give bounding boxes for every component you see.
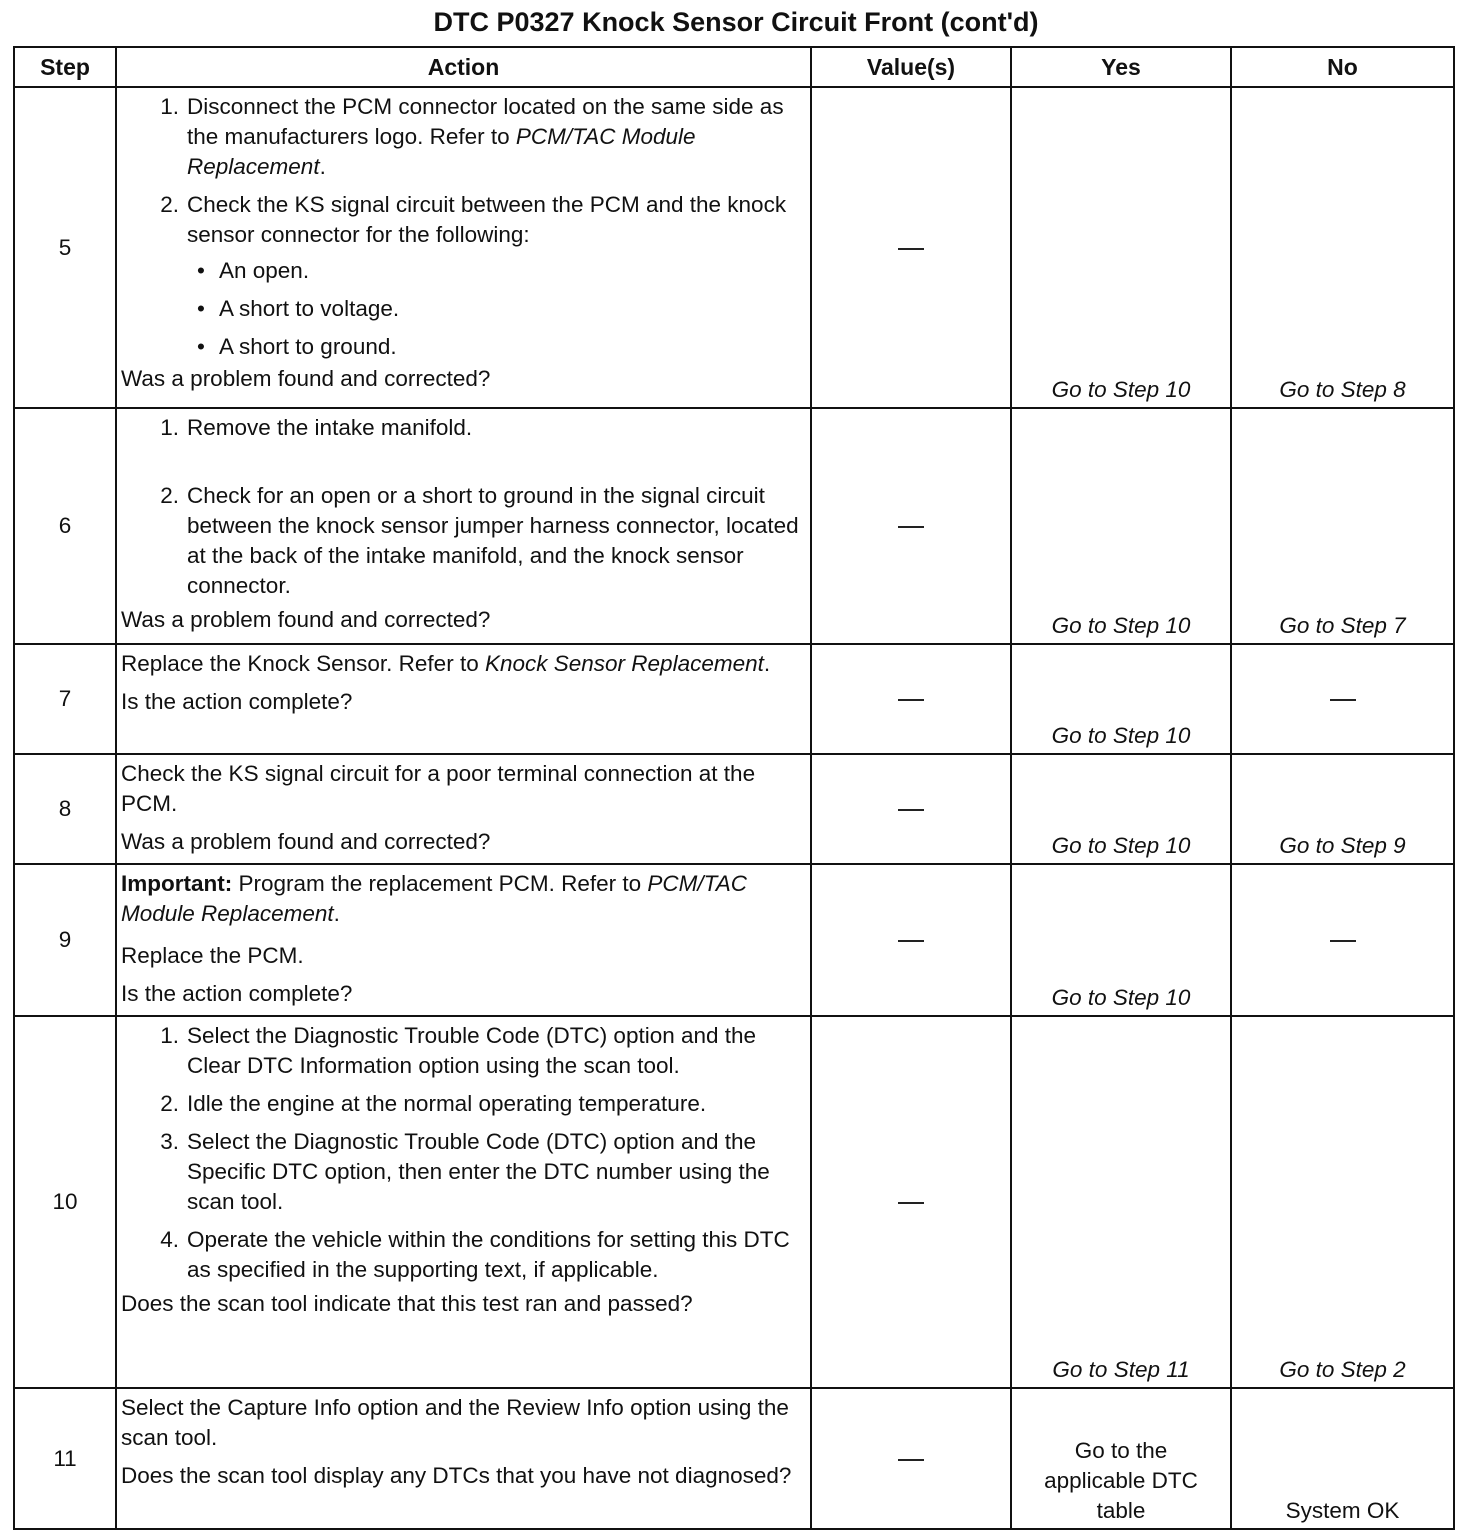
list-item: 2. Check the KS signal circuit between the PCM and the knock sensor connector for the following:: [160, 192, 787, 247]
no-cell[interactable]: Go to Step 7: [1231, 408, 1454, 644]
value-cell: [811, 87, 1011, 408]
table-row: [14, 408, 1454, 644]
diagnostic-table: [13, 46, 1455, 1530]
yes-cell[interactable]: Go to Step 10: [1011, 87, 1231, 408]
reference-link[interactable]: PCM/TAC Module Replacement: [187, 124, 696, 179]
action-cell: [116, 87, 811, 408]
header-values: Value(s): [811, 47, 1011, 87]
value-dash: [1330, 940, 1356, 942]
yes-cell[interactable]: Go to Step 10: [1011, 644, 1231, 754]
action-list: [121, 92, 804, 250]
value-cell: [811, 1016, 1011, 1388]
list-item: 2. Check for an open or a short to ground in the signal circuit between the knock sensor jumper harness connector, located at the back of the intake manifold, and the knock sensor connector.: [160, 483, 799, 598]
table-row: [14, 1388, 1454, 1529]
bullet-item: • A short to voltage.: [197, 296, 400, 321]
condition-list: [121, 256, 804, 362]
step-number: 8: [14, 754, 116, 864]
yes-cell[interactable]: Go to Step 10: [1011, 408, 1231, 644]
action-cell: [116, 408, 811, 644]
header-step: Step: [14, 47, 116, 87]
action-text: Check the KS signal circuit for a poor terminal connection at the PCM.: [121, 761, 756, 816]
step-number: 9: [14, 864, 116, 1016]
action-cell: [116, 1016, 811, 1388]
step-number: 6: [14, 408, 116, 644]
value-cell: [811, 754, 1011, 864]
header-action: Action: [116, 47, 811, 87]
action-cell: [116, 644, 811, 754]
value-dash: [1330, 699, 1356, 701]
action-text: Select the Capture Info option and the Review Info option using the scan tool.: [121, 1395, 789, 1450]
list-item: 1. Remove the intake manifold.: [160, 415, 473, 440]
value-dash: [898, 526, 924, 528]
page-title: DTC P0327 Knock Sensor Circuit Front (cont'd): [433, 7, 1039, 37]
action-text: Replace the PCM.: [121, 943, 304, 968]
no-cell: [1231, 644, 1454, 754]
no-cell[interactable]: Go to Step 9: [1231, 754, 1454, 864]
question: Is the action complete?: [121, 981, 353, 1006]
table-row: [14, 1016, 1454, 1388]
value-dash: [898, 699, 924, 701]
value-cell: [811, 1388, 1011, 1529]
table-row: [14, 87, 1454, 408]
action-list: [121, 413, 804, 601]
value-cell: [811, 864, 1011, 1016]
no-cell[interactable]: Go to Step 2: [1231, 1016, 1454, 1388]
question: Does the scan tool display any DTCs that you have not diagnosed?: [121, 1463, 792, 1488]
step-number: 7: [14, 644, 116, 754]
question: Does the scan tool indicate that this test ran and passed?: [121, 1291, 693, 1316]
step-number: 10: [14, 1016, 116, 1388]
list-item: 1. Disconnect the PCM connector located on the same side as the manufacturers logo. Refer to PCM/TAC Module Replacement.: [160, 94, 784, 179]
reference-link[interactable]: PCM/TAC Module Replacement: [121, 871, 748, 926]
table-row: [14, 644, 1454, 754]
question: Was a problem found and corrected?: [121, 829, 491, 854]
step-number: 11: [14, 1388, 116, 1529]
bullet-item: • An open.: [197, 258, 310, 283]
action-cell: [116, 864, 811, 1016]
no-cell[interactable]: System OK: [1231, 1388, 1454, 1529]
no-cell[interactable]: Go to Step 8: [1231, 87, 1454, 408]
value-dash: [898, 940, 924, 942]
question: Was a problem found and corrected?: [121, 607, 491, 632]
table-row: [14, 864, 1454, 1016]
value-dash: [898, 809, 924, 811]
yes-cell[interactable]: Go to Step 10: [1011, 754, 1231, 864]
action-cell: [116, 754, 811, 864]
question: Was a problem found and corrected?: [121, 366, 491, 391]
header-yes: Yes: [1011, 47, 1231, 87]
value-dash: [898, 248, 924, 250]
yes-text: Go to the applicable DTC table: [1044, 1438, 1198, 1523]
yes-cell[interactable]: Go to Step 11: [1011, 1016, 1231, 1388]
step-number: 5: [14, 87, 116, 408]
value-dash: [898, 1459, 924, 1461]
yes-cell[interactable]: Go to Step 10: [1011, 864, 1231, 1016]
list-item: 4. Operate the vehicle within the conditions for setting this DTC as specified in the supporting text, if applicable.: [160, 1227, 790, 1282]
action-cell: [116, 1388, 811, 1529]
table-row: [14, 754, 1454, 864]
list-item: 2. Idle the engine at the normal operating temperature.: [160, 1091, 707, 1116]
list-item: 3. Select the Diagnostic Trouble Code (DTC) option and the Specific DTC option, then enter the DTC number using the scan tool.: [160, 1129, 770, 1214]
important-note: Important: Program the replacement PCM. Refer to PCM/TAC Module Replacement.: [121, 871, 748, 926]
no-cell: [1231, 864, 1454, 1016]
value-cell: [811, 408, 1011, 644]
value-cell: [811, 644, 1011, 754]
bullet-item: • A short to ground.: [197, 334, 397, 359]
action-text: Replace the Knock Sensor. Refer to Knock Sensor Replacement.: [121, 651, 771, 676]
action-list: [121, 1021, 804, 1285]
table-header-row: [14, 47, 1454, 87]
value-dash: [898, 1202, 924, 1204]
yes-cell[interactable]: [1011, 1388, 1231, 1529]
list-item: 1. Select the Diagnostic Trouble Code (DTC) option and the Clear DTC Information option using the scan tool.: [160, 1023, 757, 1078]
header-no: No: [1231, 47, 1454, 87]
reference-link[interactable]: Knock Sensor Replacement: [484, 651, 764, 676]
question: Is the action complete?: [121, 689, 353, 714]
